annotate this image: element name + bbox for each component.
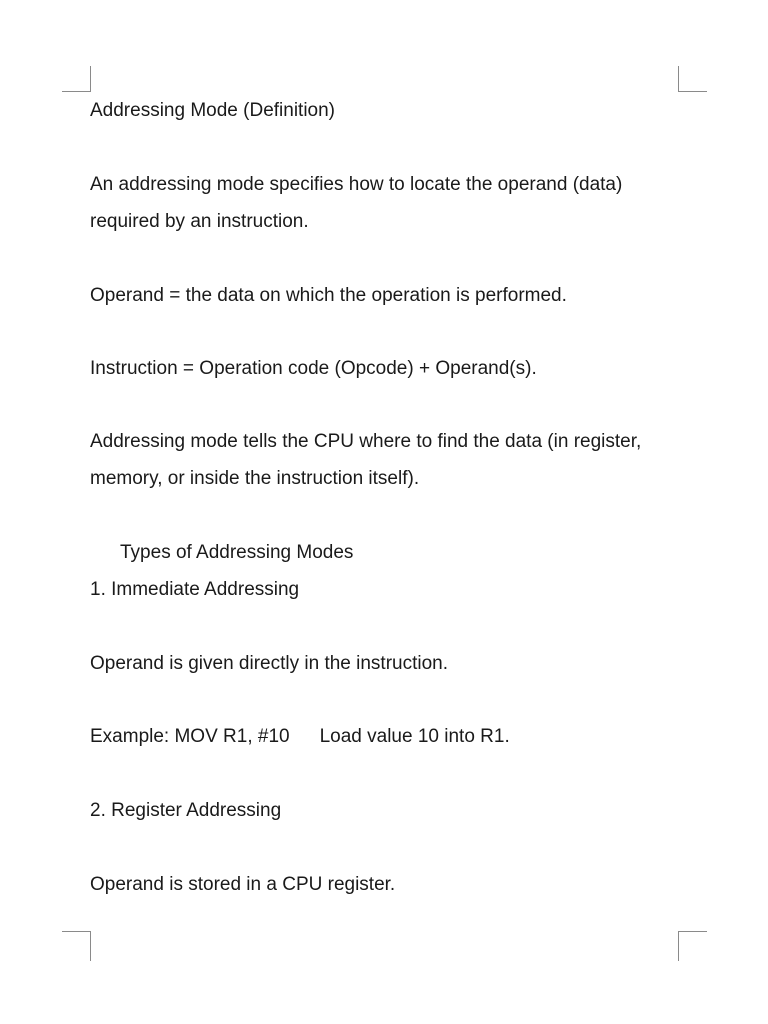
crop-mark-bottom-right — [678, 931, 707, 961]
section-1-example — [90, 725, 510, 749]
definition-line-2: required by an instruction. — [90, 211, 309, 232]
crop-mark-top-right — [678, 66, 707, 92]
section-1-title: 1. Immediate Addressing — [90, 579, 300, 600]
crop-mark-bottom-left — [62, 931, 91, 961]
section-2-description: Operand is stored in a CPU register. — [90, 874, 396, 895]
operand-definition: Operand = the data on which the operation is performed. — [90, 285, 567, 306]
types-heading: Types of Addressing Modes — [120, 542, 354, 563]
crop-mark-top-left — [62, 66, 91, 92]
instruction-definition: Instruction = Operation code (Opcode) + Operand(s). — [90, 358, 537, 379]
definition-line-1: An addressing mode specifies how to locate the operand (data) — [90, 174, 623, 195]
example-code: Example: MOV R1, #10 — [90, 726, 290, 747]
example-note: Load value 10 into R1. — [319, 726, 510, 747]
addressing-mode-line-1: Addressing mode tells the CPU where to find the data (in register, — [90, 431, 642, 452]
section-1-description: Operand is given directly in the instruction. — [90, 653, 449, 674]
section-2-title: 2. Register Addressing — [90, 800, 282, 821]
heading: Addressing Mode (Definition) — [90, 100, 336, 121]
addressing-mode-line-2: memory, or inside the instruction itself). — [90, 468, 420, 489]
